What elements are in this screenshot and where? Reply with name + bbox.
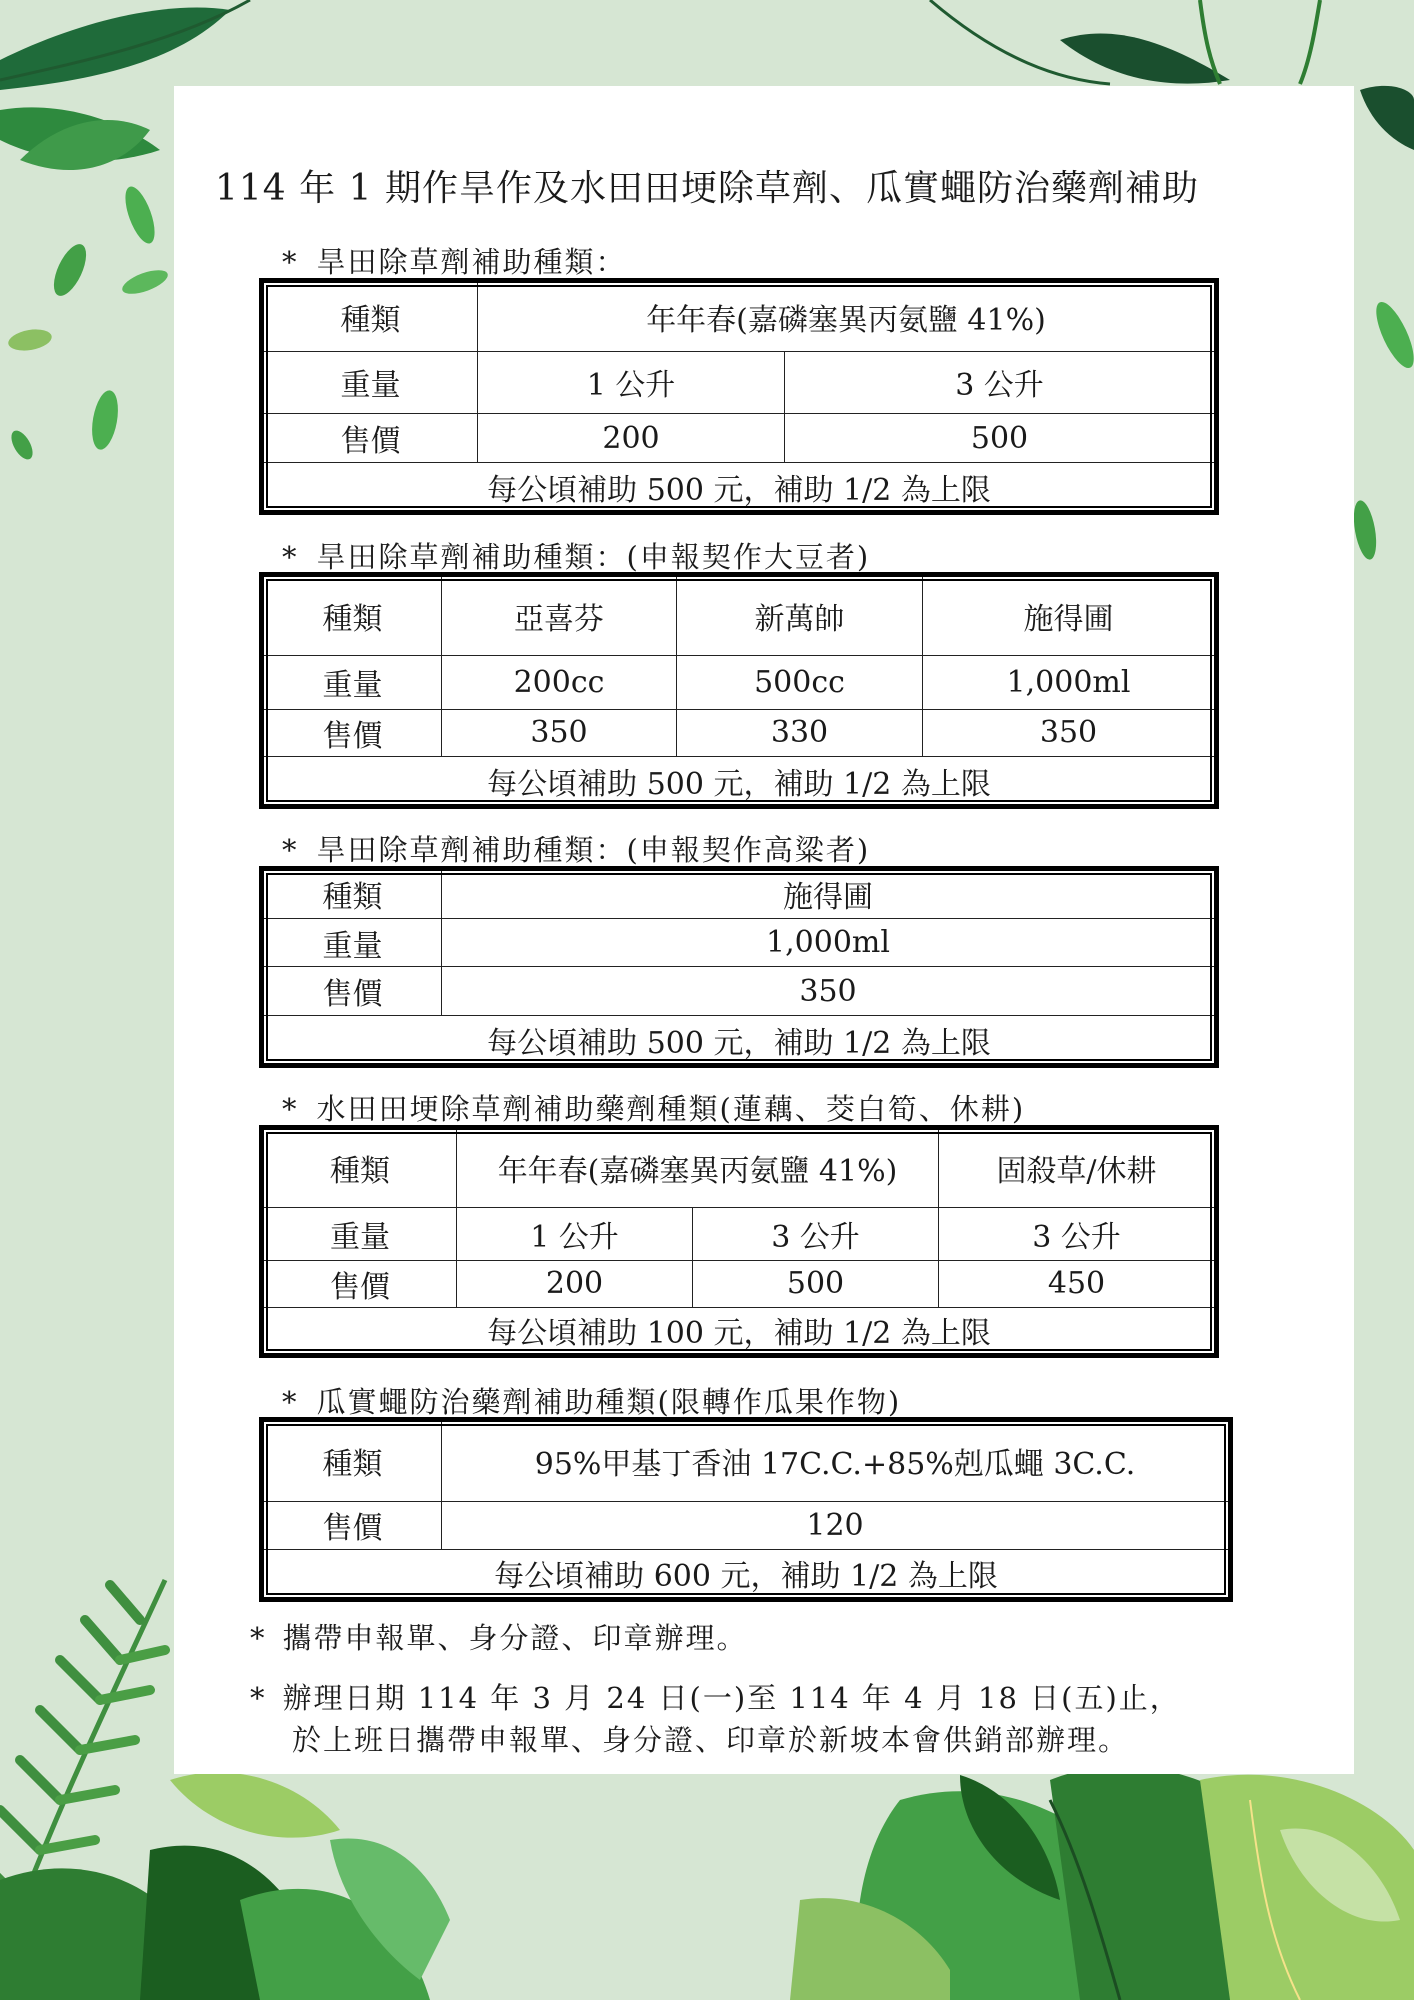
asterisk-icon: * xyxy=(282,245,299,279)
product-cell: 施得圃 xyxy=(923,575,1217,656)
asterisk-icon: * xyxy=(282,540,299,574)
asterisk-icon: * xyxy=(282,1092,299,1126)
row-label: 重量 xyxy=(262,351,478,413)
row-label: 售價 xyxy=(262,1501,442,1549)
price-cell: 350 xyxy=(442,709,677,757)
row-label: 種類 xyxy=(262,281,478,352)
row-label: 售價 xyxy=(262,1260,457,1307)
weight-cell: 1 公升 xyxy=(457,1207,693,1260)
price-cell: 350 xyxy=(442,967,1217,1016)
row-label: 種類 xyxy=(262,869,442,919)
row-label: 重量 xyxy=(262,1207,457,1260)
asterisk-icon: * xyxy=(250,1681,267,1715)
herbicide-table-sorghum xyxy=(259,866,1219,1068)
asterisk-icon: * xyxy=(250,1621,267,1655)
weight-cell: 3 公升 xyxy=(939,1207,1217,1260)
weight-cell: 500cc xyxy=(677,655,923,709)
herbicide-table-dryland xyxy=(259,278,1219,515)
leaf-icon xyxy=(0,7,230,90)
price-cell: 350 xyxy=(923,709,1217,757)
price-cell: 120 xyxy=(442,1501,1231,1549)
price-cell: 450 xyxy=(939,1260,1217,1307)
leaf-icon xyxy=(119,183,160,247)
leaf-icon xyxy=(1060,34,1230,84)
row-label: 售價 xyxy=(262,709,442,757)
leaf-icon xyxy=(7,427,37,463)
row-label: 重量 xyxy=(262,918,442,967)
fruitfly-table xyxy=(259,1417,1233,1602)
product-cell: 新萬帥 xyxy=(677,575,923,656)
subsidy-note: 每公頃補助 500 元，補助 1/2 為上限 xyxy=(262,757,1217,807)
row-label: 售價 xyxy=(262,967,442,1016)
price-cell: 200 xyxy=(457,1260,693,1307)
leaf-icon xyxy=(119,265,170,298)
product-cell: 年年春(嘉磷塞異丙氨鹽 41%) xyxy=(457,1128,939,1208)
weight-cell: 3 公升 xyxy=(693,1207,939,1260)
leaf-icon xyxy=(7,326,54,353)
subsidy-note: 每公頃補助 600 元，補助 1/2 為上限 xyxy=(262,1549,1231,1599)
leaf-icon xyxy=(47,240,92,301)
leaf-icon xyxy=(170,1772,340,1837)
row-label: 種類 xyxy=(262,1128,457,1208)
section-heading: * 旱田除草劑補助種類：(申報契作高粱者) xyxy=(282,833,871,867)
section-heading: * 旱田除草劑補助種類：(申報契作大豆者) xyxy=(282,540,871,574)
herbicide-table-paddy xyxy=(259,1125,1219,1358)
price-cell: 330 xyxy=(677,709,923,757)
product-cell: 施得圃 xyxy=(442,869,1217,919)
row-label: 重量 xyxy=(262,655,442,709)
page-title: 114 年 1 期作旱作及水田田埂除草劑、瓜實蠅防治藥劑補助 xyxy=(215,168,1199,209)
weight-cell: 200cc xyxy=(442,655,677,709)
price-cell: 500 xyxy=(785,414,1217,463)
price-cell: 500 xyxy=(693,1260,939,1307)
leaf-icon xyxy=(88,388,122,451)
asterisk-icon: * xyxy=(282,1385,299,1419)
product-cell: 亞喜芬 xyxy=(442,575,677,656)
leaf-icon xyxy=(1369,297,1414,372)
leaf-icon xyxy=(1350,499,1380,562)
note-schedule: * 辦理日期 114 年 3 月 24 日(一)至 114 年 4 月 18 日(五)止， 於上班日攜帶申報單、身分證、印章於新坡本會供銷部辦理。 xyxy=(250,1677,1181,1761)
weight-cell: 1,000ml xyxy=(923,655,1217,709)
section-heading: * 旱田除草劑補助種類： xyxy=(282,245,627,279)
product-cell: 固殺草/休耕 xyxy=(939,1128,1217,1208)
subsidy-note: 每公頃補助 500 元，補助 1/2 為上限 xyxy=(262,463,1217,513)
price-cell: 200 xyxy=(478,414,785,463)
leaf-icon xyxy=(1360,86,1414,150)
subsidy-note: 每公頃補助 500 元，補助 1/2 為上限 xyxy=(262,1016,1217,1066)
asterisk-icon: * xyxy=(282,833,299,867)
row-label: 種類 xyxy=(262,1420,442,1502)
note-location: 於上班日攜帶申報單、身分證、印章於新坡本會供銷部辦理。 xyxy=(292,1723,1130,1757)
herbicide-table-soybean xyxy=(259,572,1219,809)
row-label: 售價 xyxy=(262,414,478,463)
row-label: 種類 xyxy=(262,575,442,656)
section-heading: * 水田田埂除草劑補助藥劑種類(蓮藕、茭白筍、休耕) xyxy=(282,1092,1026,1126)
weight-cell: 3 公升 xyxy=(785,351,1217,413)
product-cell: 年年春(嘉磷塞異丙氨鹽 41%) xyxy=(478,281,1217,352)
product-cell: 95%甲基丁香油 17C.C.+85%剋瓜蠅 3C.C. xyxy=(442,1420,1231,1502)
weight-cell: 1,000ml xyxy=(442,918,1217,967)
subsidy-note: 每公頃補助 100 元，補助 1/2 為上限 xyxy=(262,1307,1217,1355)
section-heading: * 瓜實蠅防治藥劑補助種類(限轉作瓜果作物) xyxy=(282,1385,902,1419)
weight-cell: 1 公升 xyxy=(478,351,785,413)
note-bring-documents: * 攜帶申報單、身分證、印章辦理。 xyxy=(250,1621,748,1655)
